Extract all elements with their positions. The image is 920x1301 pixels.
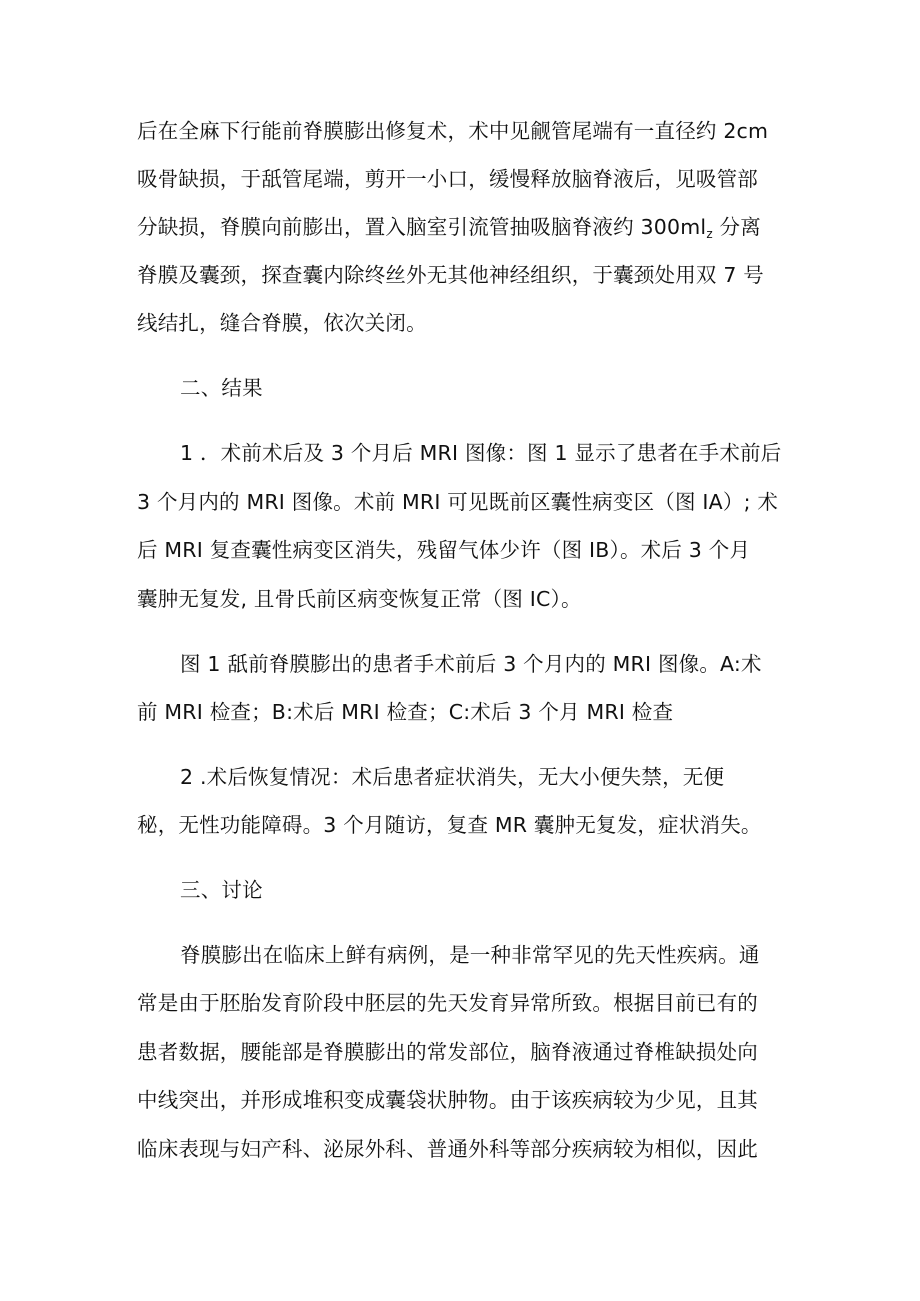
figure-caption-line: 图 1 舐前脊膜膨出的患者手术前后 3 个月内的 MRI 图像。A:术 bbox=[180, 652, 762, 676]
paragraph-line: 3 个月内的 MRI 图像。术前 MRI 可见既前区囊性病变区（图 IA）; 术 bbox=[137, 490, 779, 514]
paragraph-line: 后在全麻下行能前脊膜膨出修复术，术中见觎管尾端有一直径约 2cm bbox=[137, 119, 769, 143]
section-heading-discussion: 三、讨论 bbox=[180, 878, 263, 902]
paragraph-line: 患者数据，腰能部是脊膜膨出的常发部位，脑脊液通过脊椎缺损处向 bbox=[137, 1040, 758, 1064]
paragraph-line bbox=[137, 213, 761, 248]
paragraph-line: 脊膜膨出在临床上鲜有病例，是一种非常罕见的先天性疾病。通 bbox=[180, 943, 760, 967]
figure-caption-line: 前 MRI 检查；B:术后 MRI 检查；C:术后 3 个月 MRI 检查 bbox=[137, 700, 674, 724]
paragraph-text: 分缺损，脊膜向前膨出，置入脑室引流管抽吸脑脊液约 300ml bbox=[137, 215, 707, 239]
paragraph-line: 线结扎，缝合脊膜，依次关闭。 bbox=[137, 311, 427, 335]
paragraph-line: 临床表现与妇产科、泌尿外科、普通外科等部分疾病较为相似，因此 bbox=[137, 1137, 758, 1161]
section-heading-results: 二、结果 bbox=[180, 376, 263, 400]
paragraph-line: 2 .术后恢复情况：术后患者症状消失，无大小便失禁，无便 bbox=[180, 765, 725, 789]
paragraph-text: 分离 bbox=[712, 215, 761, 239]
subscript: z bbox=[706, 227, 713, 241]
paragraph-line: 中线突出，并形成堆积变成囊袋状肿物。由于该疾病较为少见，且其 bbox=[137, 1088, 758, 1112]
paragraph-line: 秘，无性功能障碍。3 个月随访，复查 MR 囊肿无复发，症状消失。 bbox=[137, 813, 762, 837]
paragraph-line: 1 ．术前术后及 3 个月后 MRI 图像：图 1 显示了患者在手术前后 bbox=[180, 441, 782, 465]
paragraph-line: 囊肿无复发, 且骨氏前区病变恢复正常（图 IC）。 bbox=[137, 587, 582, 611]
paragraph-line: 脊膜及囊颈，探查囊内除终丝外无其他神经组织，于囊颈处用双 7 号 bbox=[137, 263, 764, 287]
paragraph-line: 吸骨缺损，于舐管尾端，剪开一小口，缓慢释放脑脊液后，见吸管部 bbox=[137, 167, 758, 191]
paragraph-line: 后 MRI 复查囊性病变区消失，残留气体少许（图 IB）。术后 3 个月 bbox=[137, 538, 751, 562]
paragraph-line: 常是由于胚胎发育阶段中胚层的先天发育异常所致。根据目前已有的 bbox=[137, 991, 758, 1015]
